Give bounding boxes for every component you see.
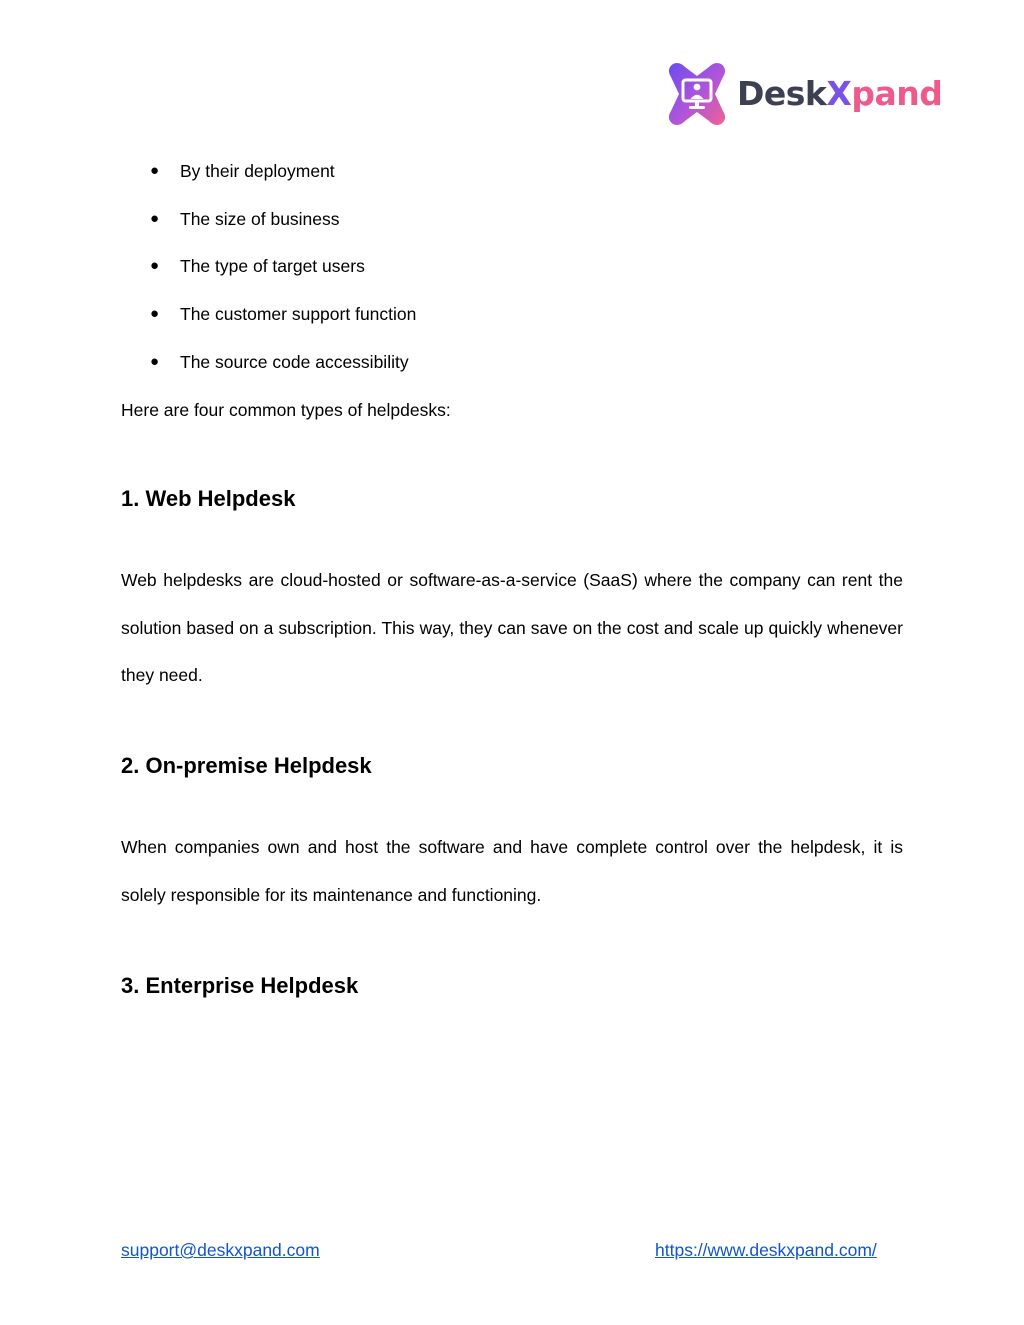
footer-email-link[interactable]: support@deskxpand.com (121, 1240, 320, 1260)
list-item-text: The size of business (180, 208, 340, 229)
bullet-icon: ● (150, 162, 160, 179)
brand-logo (665, 61, 942, 127)
brand-name-part-3: pand (851, 74, 943, 113)
bullet-icon: ● (150, 257, 160, 275)
bullet-icon: ● (150, 305, 160, 323)
monitor-user-icon (665, 61, 729, 127)
section-body-web-helpdesk: Web helpdesks are cloud-hosted or software-as-a-service (SaaS) where the company can rent the solution based on a subscription. This way, they can save on the cost and scale up quickly whenever they need. (121, 570, 903, 686)
brand-name-part-2: X (826, 74, 852, 113)
list-item (150, 299, 416, 347)
footer-website-link[interactable]: https://www.deskxpand.com/ (655, 1240, 877, 1260)
bullet-list (150, 156, 416, 394)
list-item-text: The customer support function (180, 304, 417, 325)
bullet-icon: ● (150, 352, 160, 370)
bullet-icon: ● (150, 209, 160, 227)
section-heading-on-premise-helpdesk: 2. On-premise Helpdesk (121, 753, 372, 778)
intro-paragraph: Here are four common types of helpdesks: (121, 400, 451, 420)
list-item (150, 204, 416, 252)
list-item (150, 347, 416, 395)
list-item (150, 156, 416, 204)
section-heading-enterprise-helpdesk: 3. Enterprise Helpdesk (121, 973, 359, 998)
section-heading-web-helpdesk: 1. Web Helpdesk (121, 486, 296, 511)
list-item-text: By their deployment (180, 161, 335, 181)
list-item-text: The type of target users (180, 256, 365, 277)
brand-wordmark (737, 61, 942, 127)
brand-name-part-1: Desk (737, 74, 827, 113)
list-item-text: The source code accessibility (180, 351, 409, 372)
list-item (150, 251, 416, 299)
section-body-on-premise-helpdesk: When companies own and host the software and have complete control over the helpdesk, it is solely responsible for its maintenance and functioning. (121, 837, 903, 905)
